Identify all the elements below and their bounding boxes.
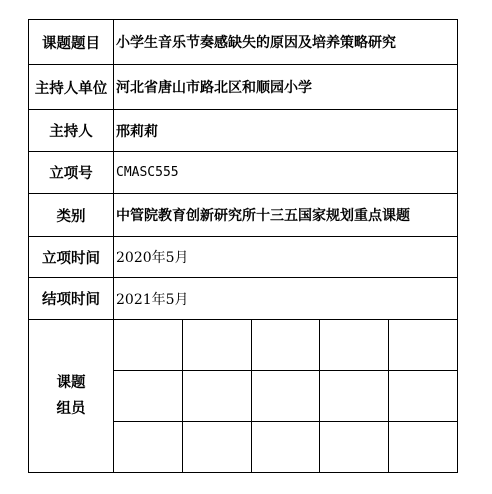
label-project-title: 课题题目 <box>29 20 114 65</box>
member-cell <box>388 422 457 473</box>
row-members <box>29 320 458 473</box>
member-cell <box>114 371 183 422</box>
members-grid-holder <box>114 320 458 473</box>
value-host: 邢莉莉 <box>114 110 458 152</box>
member-cell <box>251 371 320 422</box>
label-start-date: 立项时间 <box>29 237 114 278</box>
member-cell <box>114 320 183 371</box>
member-cell <box>183 371 252 422</box>
value-start-date: 2020年5月 <box>114 237 458 278</box>
label-project-number: 立项号 <box>29 152 114 194</box>
label-members <box>29 320 114 473</box>
members-grid-row <box>114 320 457 371</box>
value-category: 中管院教育创新研究所十三五国家规划重点课题 <box>114 194 458 237</box>
members-grid-row <box>114 371 457 422</box>
project-info-table <box>28 19 458 473</box>
member-cell <box>251 422 320 473</box>
value-project-title: 小学生音乐节奏感缺失的原因及培养策略研究 <box>114 20 458 65</box>
label-members-line1: 课题 <box>56 374 86 391</box>
member-cell <box>251 320 320 371</box>
member-cell <box>388 371 457 422</box>
label-members-line2: 组员 <box>56 400 86 417</box>
member-cell <box>183 422 252 473</box>
member-cell <box>388 320 457 371</box>
label-host: 主持人 <box>29 110 114 152</box>
member-cell <box>183 320 252 371</box>
member-cell <box>320 320 389 371</box>
row-host-unit <box>29 65 458 110</box>
project-info-form <box>28 19 458 471</box>
row-host <box>29 110 458 152</box>
value-project-number: CMASC555 <box>114 152 458 194</box>
row-end-date <box>29 278 458 320</box>
member-cell <box>320 371 389 422</box>
row-start-date <box>29 237 458 278</box>
row-project-number <box>29 152 458 194</box>
label-end-date: 结项时间 <box>29 278 114 320</box>
label-host-unit: 主持人单位 <box>29 65 114 110</box>
value-end-date: 2021年5月 <box>114 278 458 320</box>
row-project-title <box>29 20 458 65</box>
value-host-unit: 河北省唐山市路北区和顺园小学 <box>114 65 458 110</box>
members-grid-row <box>114 422 457 473</box>
label-category: 类别 <box>29 194 114 237</box>
row-category <box>29 194 458 237</box>
members-grid <box>114 320 457 472</box>
member-cell <box>320 422 389 473</box>
member-cell <box>114 422 183 473</box>
